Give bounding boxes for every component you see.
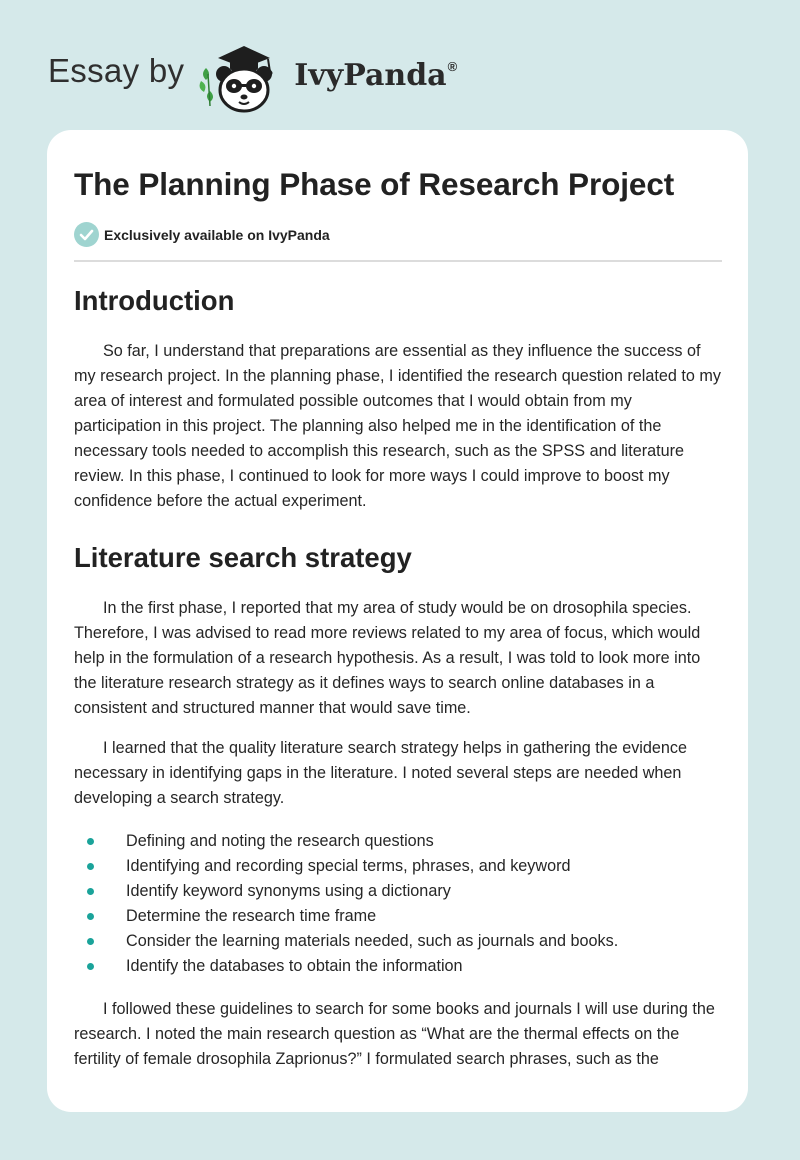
section-heading-introduction: Introduction — [74, 285, 235, 316]
list-item-text: Determine the research time frame — [126, 907, 377, 925]
list-item — [74, 854, 722, 879]
list-item-text: Identifying and recording special terms, phrases, and keyword — [126, 857, 571, 875]
list-item-text: Identify the databases to obtain the information — [126, 957, 463, 975]
check-circle-icon — [74, 222, 99, 247]
list-item — [74, 904, 722, 929]
exclusive-badge — [74, 222, 722, 247]
paragraph: I learned that the quality literature search strategy helps in gathering the evidence necessary in identifying gaps in the literature. I noted several steps are needed when developing a search strategy. — [74, 739, 688, 807]
bullet-dot-icon — [87, 888, 94, 895]
paragraph: So far, I understand that preparations are essential as they influence the success of my research project. In the planning phase, I identified the research question related to my area of interest and formulated possible outcomes that I would obtain from my participation in this project. The planning also helped me in the identification of the necessary tools needed to accomplish this research, such as the SPSS and literature review. In this phase, I continued to look for more ways I could improve to boost my confidence before the actual experiment. — [74, 342, 721, 510]
list-item-text: Consider the learning materials needed, such as journals and books. — [126, 932, 619, 950]
list-item-text: Defining and noting the research questions — [126, 832, 434, 850]
list-item-text: Identify keyword synonyms using a dictionary — [126, 882, 451, 900]
bullet-dot-icon — [87, 938, 94, 945]
list-item — [74, 954, 722, 979]
paragraph: In the first phase, I reported that my area of study would be on drosophila species. Therefore, I was advised to read more reviews related to my area of focus, which would help in the formulation of a research hypothesis. As a result, I was told to look more into the literature research strategy as it defines ways to search online databases in a consistent and structured manner that would save time. — [74, 599, 701, 717]
list-item — [74, 879, 722, 904]
bullet-dot-icon — [87, 863, 94, 870]
title-divider — [74, 260, 722, 262]
bullet-dot-icon — [87, 913, 94, 920]
article-card — [47, 130, 748, 1112]
brand-name: IvyPanda® — [294, 57, 458, 93]
search-steps-list — [74, 829, 722, 979]
section-heading-literature-search: Literature search strategy — [74, 542, 412, 573]
bullet-dot-icon — [87, 838, 94, 845]
registered-mark: ® — [447, 58, 458, 74]
exclusive-label: Exclusively available on IvyPanda — [104, 226, 330, 243]
paragraph: I followed these guidelines to search for some books and journals I will use during the research. I noted the main research question as “What are the thermal effects on the fertility of female drosophila Zaprionus?” I formulated search phrases, such as the — [74, 1000, 715, 1068]
brand-header — [48, 34, 457, 114]
list-item — [74, 829, 722, 854]
article-title: The Planning Phase of Research Project — [74, 166, 675, 202]
list-item — [74, 929, 722, 954]
panda-logo-icon[interactable] — [198, 34, 290, 114]
bullet-dot-icon — [87, 963, 94, 970]
brand-prefix: Essay by — [48, 52, 185, 89]
